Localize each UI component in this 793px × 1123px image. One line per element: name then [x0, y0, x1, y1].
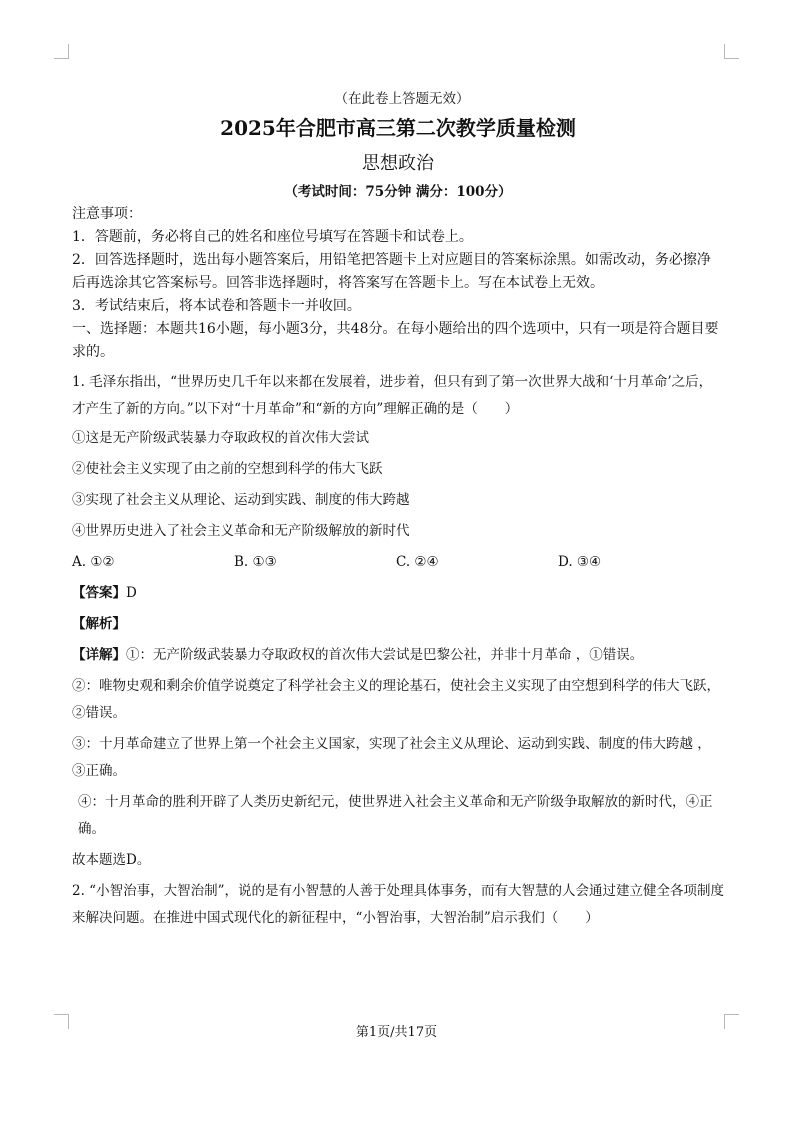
detail-line-4: ④：十月革命的胜利开辟了人类历史新纪元，使世界进入社会主义革命和无产阶级争取解放的新时代，④正确。 — [78, 794, 713, 837]
question-2-stem: 2. “小智治事，大智治制”，说的是有小智慧的人善于处理具体事务，而有大智慧的人会通过建立健全各项制度来解决问题。在推进中国式现代化的新征程中，“小智治事，大智治制”启示我们（ ） — [72, 883, 724, 926]
notice-item-3: 3．考试结束后，将本试卷和答题卡一并收回。 — [72, 298, 361, 314]
question-2 — [72, 876, 724, 932]
page-footer: 第1页/共17页 — [355, 1025, 438, 1040]
notice-item-2: 2．回答选择题时，选出每小题答案后，用铅笔把答题卡上对应题目的答案标涂黑。如需改动，务必擦净后再选涂其它答案标号。回答非选择题时，将答案写在答题卡上。写在本试卷上无效。 — [72, 252, 711, 291]
invalid-note: （在此卷上答题无效） — [334, 91, 470, 107]
question-1-stem: 1. 毛泽东指出，“世界历史几千年以来都在发展着，进步着，但只有到了第一次世界大战和‘十月革命’之后，才产生了新的方向。”以下对“十月革命”和“新的方向”理解正确的是（ ） — [72, 374, 713, 417]
exam-time-info: （考试时间：75分钟 满分：100分） — [284, 184, 512, 200]
detail-text-1: ①：无产阶级武装暴力夺取政权的首次伟大尝试是巴黎公社，并非十月革命 ，①错误。 — [126, 647, 644, 663]
exam-title: 2025年合肥市高三第二次教学质量检测 — [220, 116, 576, 140]
detail-line-2: ②：唯物史观和剩余价值学说奠定了科学社会主义的理论基石，使社会主义实现了由空想到科学的伟大飞跃，②错误。 — [72, 678, 720, 721]
answer-tag: 【答案】 — [72, 585, 126, 601]
section-intro: 一、选择题：本题共16小题，每小题3分，共48分。在每小题给出的四个选项中，只有一项是符合题目要求的。 — [72, 321, 719, 360]
crop-mark-top-right — [724, 44, 739, 59]
option-d: D. ③④ — [558, 554, 602, 570]
option-a: A. ①② — [72, 554, 115, 570]
answer-value: D — [126, 585, 137, 601]
page-content — [72, 88, 724, 932]
question-1 — [72, 367, 724, 876]
option-b: B. ①③ — [234, 554, 277, 570]
question-1-statement-4: ④世界历史进入了社会主义革命和无产阶级解放的新时代 — [72, 523, 410, 539]
detail-line-3: ③：十月革命建立了世界上第一个社会主义国家，实现了社会主义从理论、运动到实践、制度的伟大跨越 ，③正确。 — [72, 736, 711, 779]
question-1-statement-3: ③实现了社会主义从理论、运动到实践、制度的伟大跨越 — [72, 492, 410, 508]
question-1-statement-1: ①这是无产阶级武装暴力夺取政权的首次伟大尝试 — [72, 430, 369, 446]
question-1-options — [72, 547, 724, 578]
conclusion-line: 故本题选D。 — [72, 852, 151, 868]
answer-line — [72, 578, 724, 609]
question-1-statement-2: ②使社会主义实现了由之前的空想到科学的伟大飞跃 — [72, 461, 383, 477]
notice-heading: 注意事项： — [72, 206, 142, 222]
exam-subject: 思想政治 — [362, 153, 434, 174]
analysis-line — [72, 609, 724, 640]
notice-item-1: 1．答题前，务必将自己的姓名和座位号填写在答题卡和试卷上。 — [72, 229, 473, 245]
crop-mark-top-left — [54, 44, 69, 59]
analysis-tag: 【解析】 — [72, 616, 126, 632]
option-c: C. ②④ — [396, 554, 439, 570]
detail-line-1 — [72, 640, 724, 671]
notice-section — [72, 203, 724, 364]
detail-tag: 【详解】 — [72, 647, 126, 663]
